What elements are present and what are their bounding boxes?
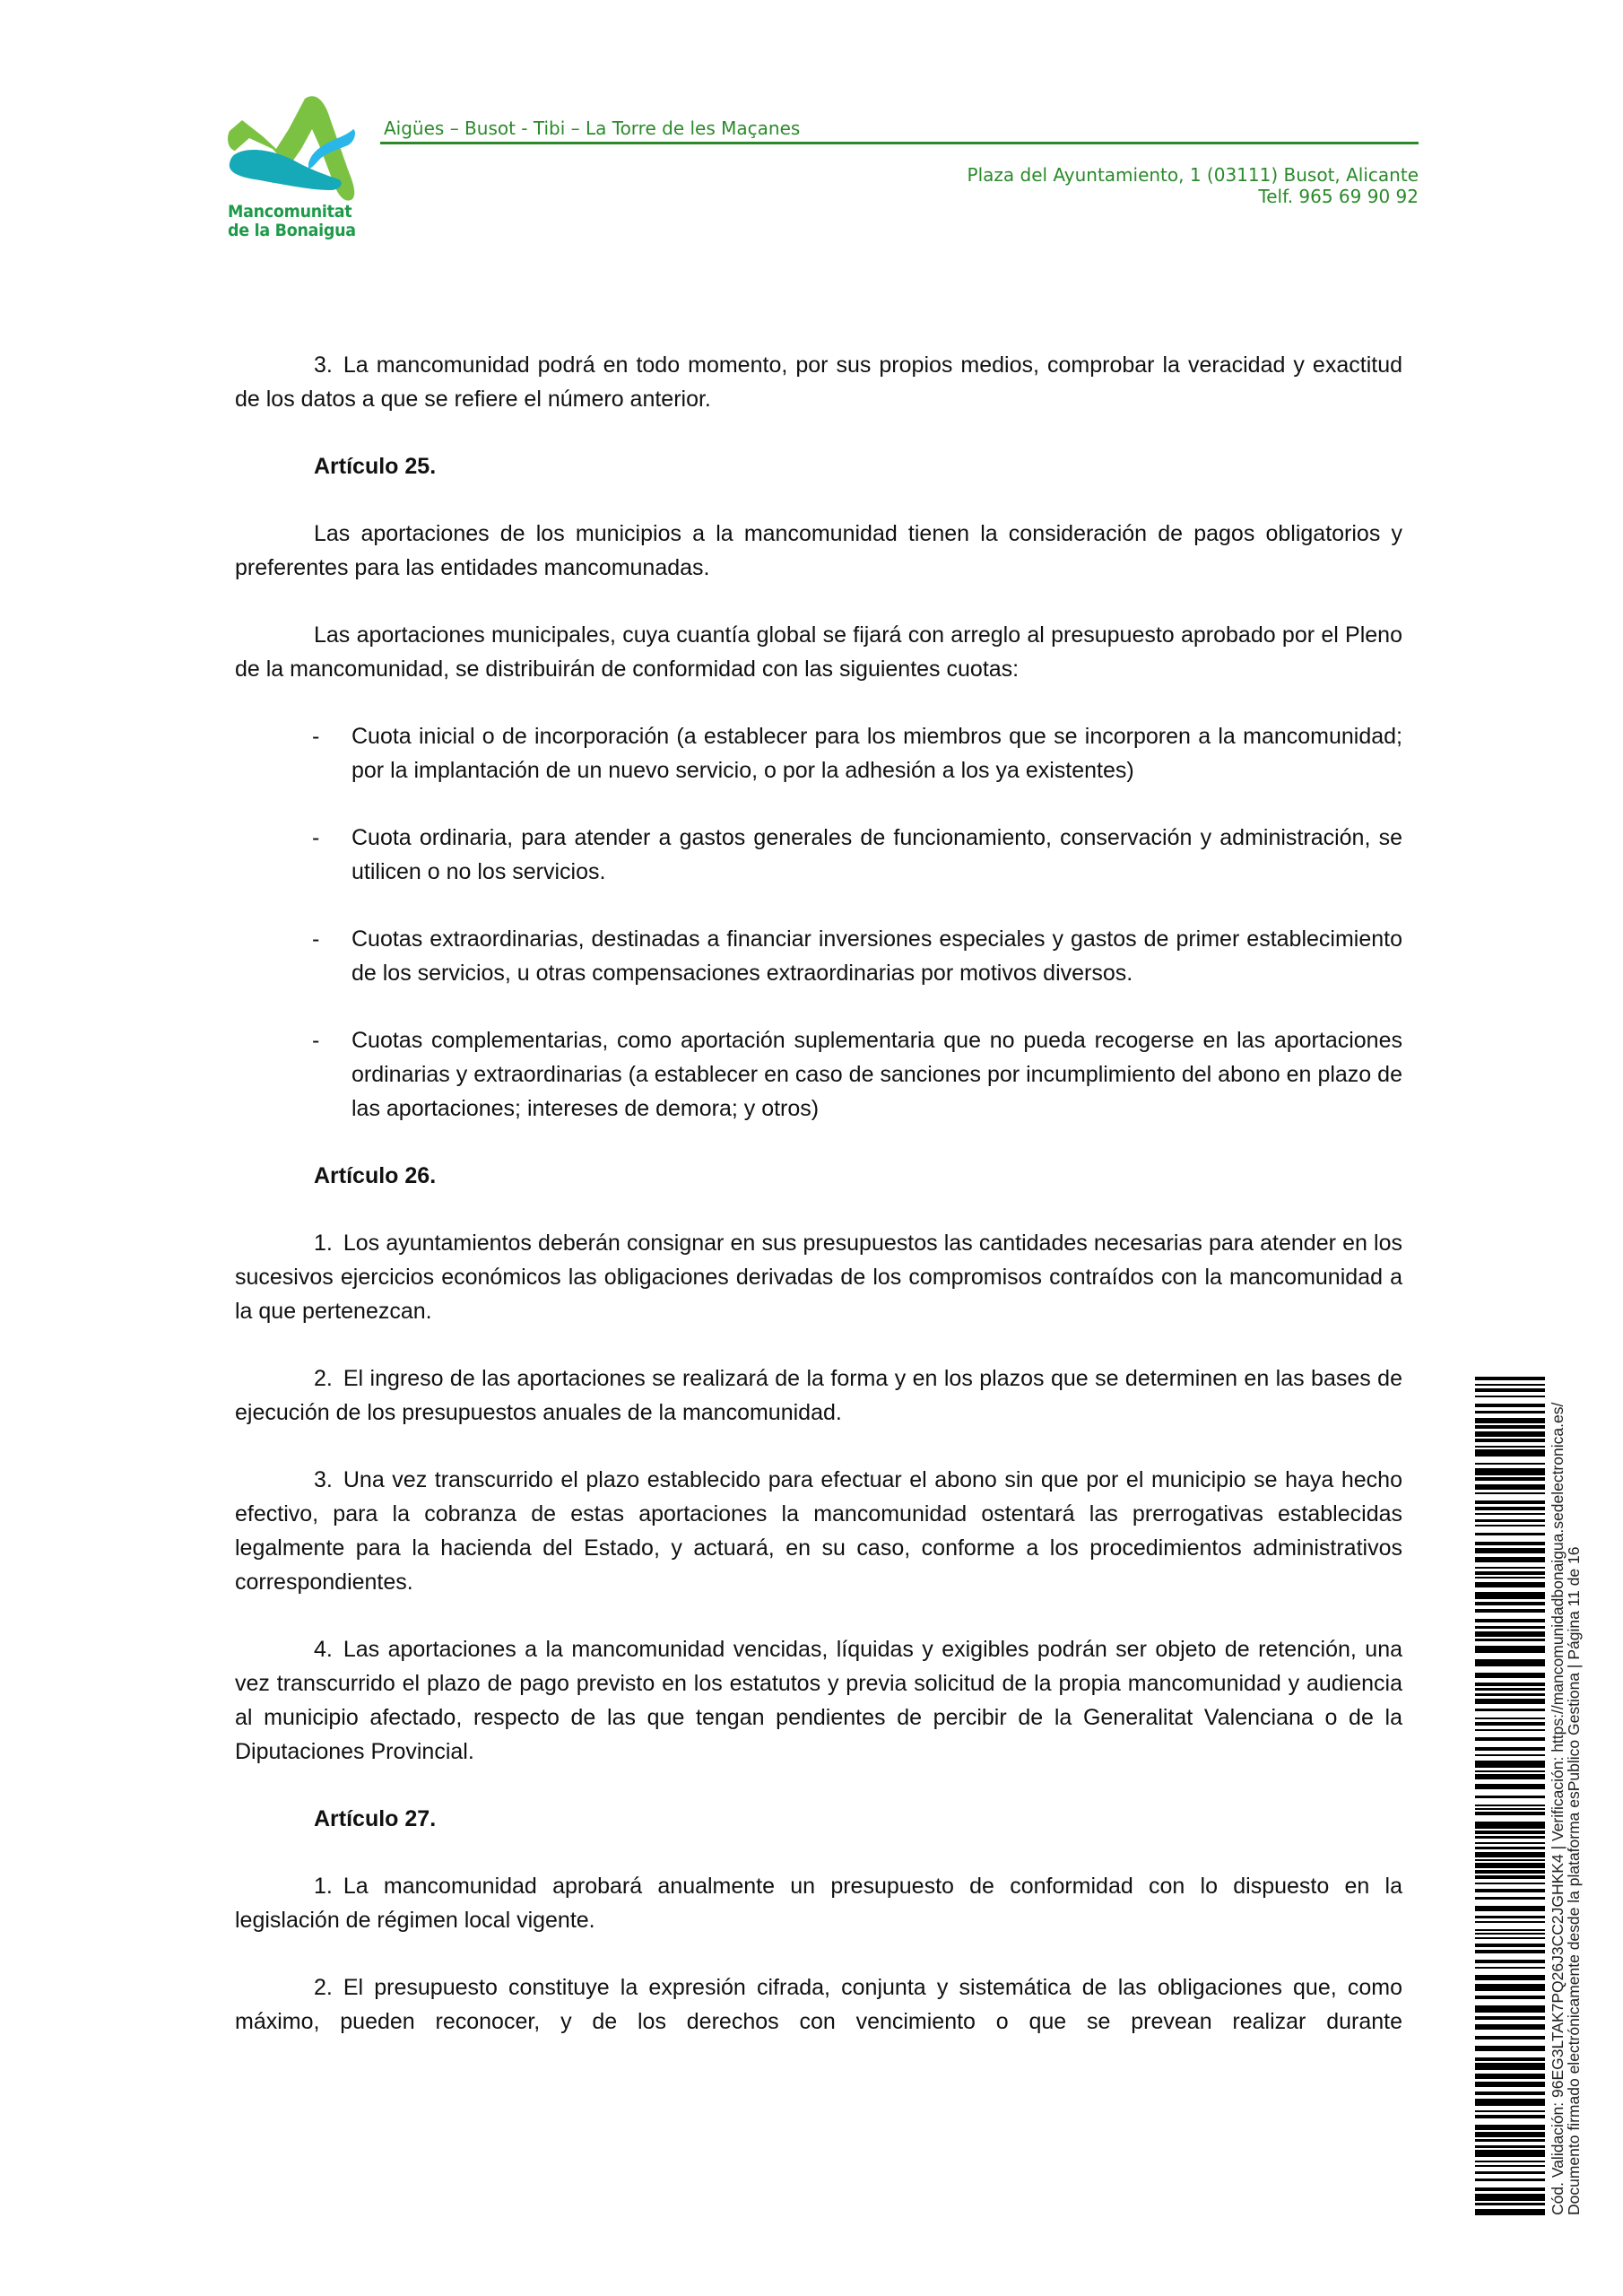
barcode-bar bbox=[1475, 2145, 1545, 2148]
barcode-bar bbox=[1475, 2171, 1545, 2174]
barcode-bar bbox=[1475, 2005, 1545, 2013]
barcode-bar bbox=[1475, 1626, 1545, 1629]
article-27-heading: Artículo 27. bbox=[314, 1806, 437, 1831]
barcode-bar bbox=[1475, 2139, 1545, 2142]
item-number: 1. bbox=[314, 1874, 333, 1899]
barcode-bar bbox=[1475, 1967, 1545, 1969]
header-phone: Telf. 965 69 90 92 bbox=[1258, 186, 1419, 207]
barcode-bar bbox=[1475, 1431, 1545, 1437]
barcode-bar bbox=[1475, 1542, 1545, 1545]
barcode-bar bbox=[1475, 1975, 1545, 1980]
barcode-bar bbox=[1475, 2187, 1545, 2191]
header-towns: Aigües – Busot - Tibi – La Torre de les Maçanes bbox=[384, 117, 801, 139]
barcode-bar bbox=[1475, 1425, 1545, 1429]
document-body bbox=[235, 348, 1402, 2072]
paragraph-text: La mancomunidad podrá en todo momento, por sus propios medios, comprobar la veracidad y exactitud de los datos a que se refiere el número anterior. bbox=[235, 352, 1402, 412]
article-25-paragraph-2: Las aportaciones municipales, cuya cuantía global se fijará con arreglo al presupuesto aprobado por el Pleno de la mancomunidad, se distribuirán de conformidad con las siguientes cuotas: bbox=[235, 622, 1402, 682]
barcode-bar bbox=[1475, 1747, 1545, 1751]
list-item bbox=[235, 719, 1402, 787]
barcode-bar bbox=[1475, 1571, 1545, 1575]
barcode-bar bbox=[1475, 1592, 1545, 1599]
item-number: 3. bbox=[314, 352, 333, 378]
barcode-bar bbox=[1475, 2016, 1545, 2020]
barcode-bar bbox=[1475, 1870, 1545, 1874]
paragraph-text: Una vez transcurrido el plazo establecido para efectuar el abono sin que por el municipio se haya hecho efectivo, para la cobranza de estas aportaciones la mancomunidad ostentará las prerrogativas establecidas legalmente para la hacienda del Estado, y actuará, en su caso, conforme a los procedimientos administrativos correspondientes. bbox=[235, 1467, 1402, 1595]
barcode-bar bbox=[1475, 2125, 1545, 2130]
barcode-bar bbox=[1475, 1933, 1545, 1935]
barcode-bar bbox=[1475, 1463, 1545, 1465]
logo-text bbox=[228, 203, 356, 240]
barcode-bar bbox=[1475, 1673, 1545, 1678]
barcode-bar bbox=[1475, 1921, 1545, 1923]
barcode-bar bbox=[1475, 1812, 1545, 1815]
barcode-bar bbox=[1475, 1519, 1545, 1522]
barcode-bar bbox=[1475, 1449, 1545, 1457]
barcode-bar bbox=[1475, 1774, 1545, 1779]
barcode-bar bbox=[1475, 2074, 1545, 2079]
barcode-bar bbox=[1475, 2024, 1545, 2030]
barcode-bar bbox=[1475, 2057, 1545, 2061]
barcode-bar bbox=[1475, 2179, 1545, 2181]
barcode-bar bbox=[1475, 1709, 1545, 1711]
barcode-bar bbox=[1475, 1784, 1545, 1789]
paragraph-text: Las aportaciones a la mancomunidad vencidas, líquidas y exigibles podrán ser objeto de retención, una vez transcurrido el plazo de pago previsto en los estatutos y previa solicitud de la propia mancomunidad y audiencia al municipio afectado, respecto de las que tengan pendientes de percibir de la Generalitat Valenciana o de la Diputaciones Provincial. bbox=[235, 1637, 1402, 1764]
barcode-bar bbox=[1475, 1831, 1545, 1834]
barcode-bar bbox=[1475, 1929, 1545, 1931]
article-25-heading: Artículo 25. bbox=[314, 454, 437, 479]
barcode-bar bbox=[1475, 1754, 1545, 1756]
barcode-bar bbox=[1475, 1418, 1545, 1423]
barcode-bar bbox=[1475, 1557, 1545, 1562]
barcode-bar bbox=[1475, 1507, 1545, 1510]
barcode-bar bbox=[1475, 1960, 1545, 1963]
barcode-bar bbox=[1475, 1468, 1545, 1475]
article-26-item-4 bbox=[235, 1632, 1402, 1769]
list-item bbox=[235, 1023, 1402, 1126]
barcode-bar bbox=[1475, 2150, 1545, 2157]
article-27-item-2 bbox=[235, 1970, 1402, 2039]
barcode-bar bbox=[1475, 1639, 1545, 1641]
barcode-bar bbox=[1475, 1937, 1545, 1939]
barcode-bar bbox=[1475, 1859, 1545, 1861]
item-number: 2. bbox=[314, 1366, 333, 1391]
barcode-bar bbox=[1475, 1770, 1545, 1772]
barcode-bar bbox=[1475, 1683, 1545, 1686]
item-number: 1. bbox=[314, 1231, 333, 1256]
article-26-item-1 bbox=[235, 1226, 1402, 1328]
paragraph-intro bbox=[235, 348, 1402, 416]
barcode-bar bbox=[1475, 2099, 1545, 2106]
barcode-bar bbox=[1475, 1875, 1545, 1879]
article-26-item-3 bbox=[235, 1463, 1402, 1599]
dash-bullet: - bbox=[312, 926, 320, 952]
barcode-bar bbox=[1475, 1404, 1545, 1407]
barcode-bar bbox=[1475, 1836, 1545, 1839]
cuotas-list bbox=[235, 719, 1402, 1126]
barcode-bar bbox=[1475, 1883, 1545, 1884]
barcode-bar bbox=[1475, 1646, 1545, 1653]
list-item-text: Cuotas complementarias, como aportación suplementaria que no pueda recogerse en las aportaciones ordinarias y extraordinarias (a establecer en caso de sanciones por incumplimiento del abono en plazo de las aportaciones; intereses de demora; y otros) bbox=[352, 1028, 1402, 1121]
barcode-bar bbox=[1475, 1411, 1545, 1413]
dash-bullet: - bbox=[312, 724, 320, 749]
article-26-heading: Artículo 26. bbox=[314, 1163, 437, 1188]
paragraph-text: El presupuesto constituye la expresión cifrada, conjunta y sistemática de las obligaciones que, como máximo, pueden reconocer, y de los derechos con vencimiento o que se prevean realizar durante bbox=[235, 1975, 1402, 2034]
barcode-bar bbox=[1475, 1377, 1545, 1380]
barcode-bar bbox=[1475, 1718, 1545, 1719]
paragraph-text: El ingreso de las aportaciones se realizará de la forma y en los plazos que se determinen en las bases de ejecución de los presupuestos anuales de la mancomunidad. bbox=[235, 1366, 1402, 1425]
mancomunitat-logo bbox=[222, 93, 366, 246]
article-26-item-2 bbox=[235, 1361, 1402, 1430]
paragraph-text: Los ayuntamientos deberán consignar en sus presupuestos las cantidades necesarias para atender en los sucesivos ejercicios económicos las obligaciones derivadas de los compromisos contraídos con la mancomunidad a la que pertenezcan. bbox=[235, 1231, 1402, 1324]
barcode-bar bbox=[1475, 1847, 1545, 1849]
barcode-bar bbox=[1475, 1484, 1545, 1490]
item-number: 3. bbox=[314, 1467, 333, 1492]
barcode-bar bbox=[1475, 1984, 1545, 1991]
barcode-bar bbox=[1475, 2046, 1545, 2051]
barcode-bar bbox=[1475, 1384, 1545, 1386]
barcode-bar bbox=[1475, 1439, 1545, 1442]
barcode-bar bbox=[1475, 1761, 1545, 1768]
barcode-bar bbox=[1475, 2036, 1545, 2039]
barcode-bar bbox=[1475, 2165, 1545, 2167]
barcode-bar bbox=[1475, 2082, 1545, 2087]
barcode-bar bbox=[1475, 1446, 1545, 1448]
barcode-bar bbox=[1475, 1688, 1545, 1691]
barcode-bar bbox=[1475, 1729, 1545, 1731]
barcode-bar bbox=[1475, 2063, 1545, 2070]
barcode-bar bbox=[1475, 1906, 1545, 1911]
list-item bbox=[235, 922, 1402, 990]
logo-line-2: de la Bonaigua bbox=[228, 221, 356, 240]
barcode-bar bbox=[1475, 1533, 1545, 1535]
barcode-bar bbox=[1475, 2115, 1545, 2118]
barcode-bar bbox=[1475, 1619, 1545, 1622]
barcode-bar bbox=[1475, 1889, 1545, 1892]
header-divider bbox=[380, 142, 1419, 144]
list-item-text: Cuotas extraordinarias, destinadas a financiar inversiones especiales y gastos de primer establecimiento de los servicios, u otras compensaciones extraordinarias por motivos diversos. bbox=[352, 926, 1402, 986]
barcode-bar bbox=[1475, 1916, 1545, 1918]
validation-code-line: Cód. Validación: 96EG3LTAK7PQ26J3CC2JGHKK4 | Verificación: https://mancomunidadbonaigua.sedelectronica.es/ bbox=[1549, 1402, 1567, 2215]
barcode-bar bbox=[1475, 2132, 1545, 2137]
barcode-bar bbox=[1475, 1477, 1545, 1481]
article-27-item-1 bbox=[235, 1869, 1402, 1937]
barcode-bar bbox=[1475, 1842, 1545, 1844]
item-number: 2. bbox=[314, 1975, 333, 2000]
barcode-bar bbox=[1475, 1582, 1545, 1587]
barcode-bar bbox=[1475, 1996, 1545, 1999]
barcode-bar bbox=[1475, 1796, 1545, 1798]
list-item bbox=[235, 821, 1402, 889]
barcode-bar bbox=[1475, 2203, 1545, 2205]
validation-barcode bbox=[1475, 1377, 1547, 2215]
barcode-bar bbox=[1475, 1548, 1545, 1553]
barcode-bar bbox=[1475, 1944, 1545, 1947]
barcode-bar bbox=[1475, 1525, 1545, 1526]
barcode-bar bbox=[1475, 1737, 1545, 1741]
barcode-bar bbox=[1475, 1805, 1545, 1806]
barcode-bar bbox=[1475, 1897, 1545, 1900]
barcode-bar bbox=[1475, 1659, 1545, 1666]
barcode-bar bbox=[1475, 1693, 1545, 1696]
barcode-bar bbox=[1475, 1950, 1545, 1953]
barcode-bar bbox=[1475, 1808, 1545, 1810]
barcode-bar bbox=[1475, 1567, 1545, 1569]
barcode-bar bbox=[1475, 1722, 1545, 1726]
barcode-bar bbox=[1475, 2194, 1545, 2201]
barcode-bar bbox=[1475, 1500, 1545, 1504]
barcode-bar bbox=[1475, 2161, 1545, 2162]
barcode-bar bbox=[1475, 1631, 1545, 1637]
barcode-bar bbox=[1475, 1396, 1545, 1397]
paragraph-text: La mancomunidad aprobará anualmente un presupuesto de conformidad con lo dispuesto en la legislación de régimen local vigente. bbox=[235, 1874, 1402, 1933]
barcode-bar bbox=[1475, 1513, 1545, 1515]
barcode-bar bbox=[1475, 2092, 1545, 2095]
list-item-text: Cuota inicial o de incorporación (a establecer para los miembros que se incorporen a la mancomunidad; por la implantación de un nuevo servicio, o por la adhesión a los ya existentes) bbox=[352, 724, 1402, 783]
validation-sidebar-text bbox=[1549, 1403, 1582, 2215]
barcode-bar bbox=[1475, 1852, 1545, 1857]
barcode-bar bbox=[1475, 1602, 1545, 1605]
barcode-bar bbox=[1475, 1609, 1545, 1613]
list-item-text: Cuota ordinaria, para atender a gastos generales de funcionamiento, conservación y administración, se utilicen o no los servicios. bbox=[352, 825, 1402, 884]
dash-bullet: - bbox=[312, 1028, 320, 1053]
signature-platform-line: Documento firmado electrónicamente desde la plataforma esPublico Gestiona | Página 11 de 16 bbox=[1565, 1546, 1583, 2215]
logo-mountain-icon bbox=[222, 93, 366, 205]
item-number: 4. bbox=[314, 1637, 333, 1662]
header-address: Plaza del Ayuntamiento, 1 (03111) Busot, Alicante bbox=[967, 164, 1419, 186]
barcode-bar bbox=[1475, 2110, 1545, 2112]
barcode-bar bbox=[1475, 1699, 1545, 1704]
logo-line-1: Mancomunitat bbox=[228, 202, 352, 222]
header-address-block bbox=[968, 164, 1419, 207]
barcode-bar bbox=[1475, 1492, 1545, 1494]
barcode-bar bbox=[1475, 1388, 1545, 1392]
barcode-bar bbox=[1475, 1822, 1545, 1829]
barcode-bar bbox=[1475, 2209, 1545, 2215]
barcode-bar bbox=[1475, 1863, 1545, 1868]
barcode-bar bbox=[1475, 1577, 1545, 1578]
article-25-paragraph-1: Las aportaciones de los municipios a la mancomunidad tienen la consideración de pagos obligatorios y preferentes para las entidades mancomunadas. bbox=[235, 521, 1402, 580]
dash-bullet: - bbox=[312, 825, 320, 850]
